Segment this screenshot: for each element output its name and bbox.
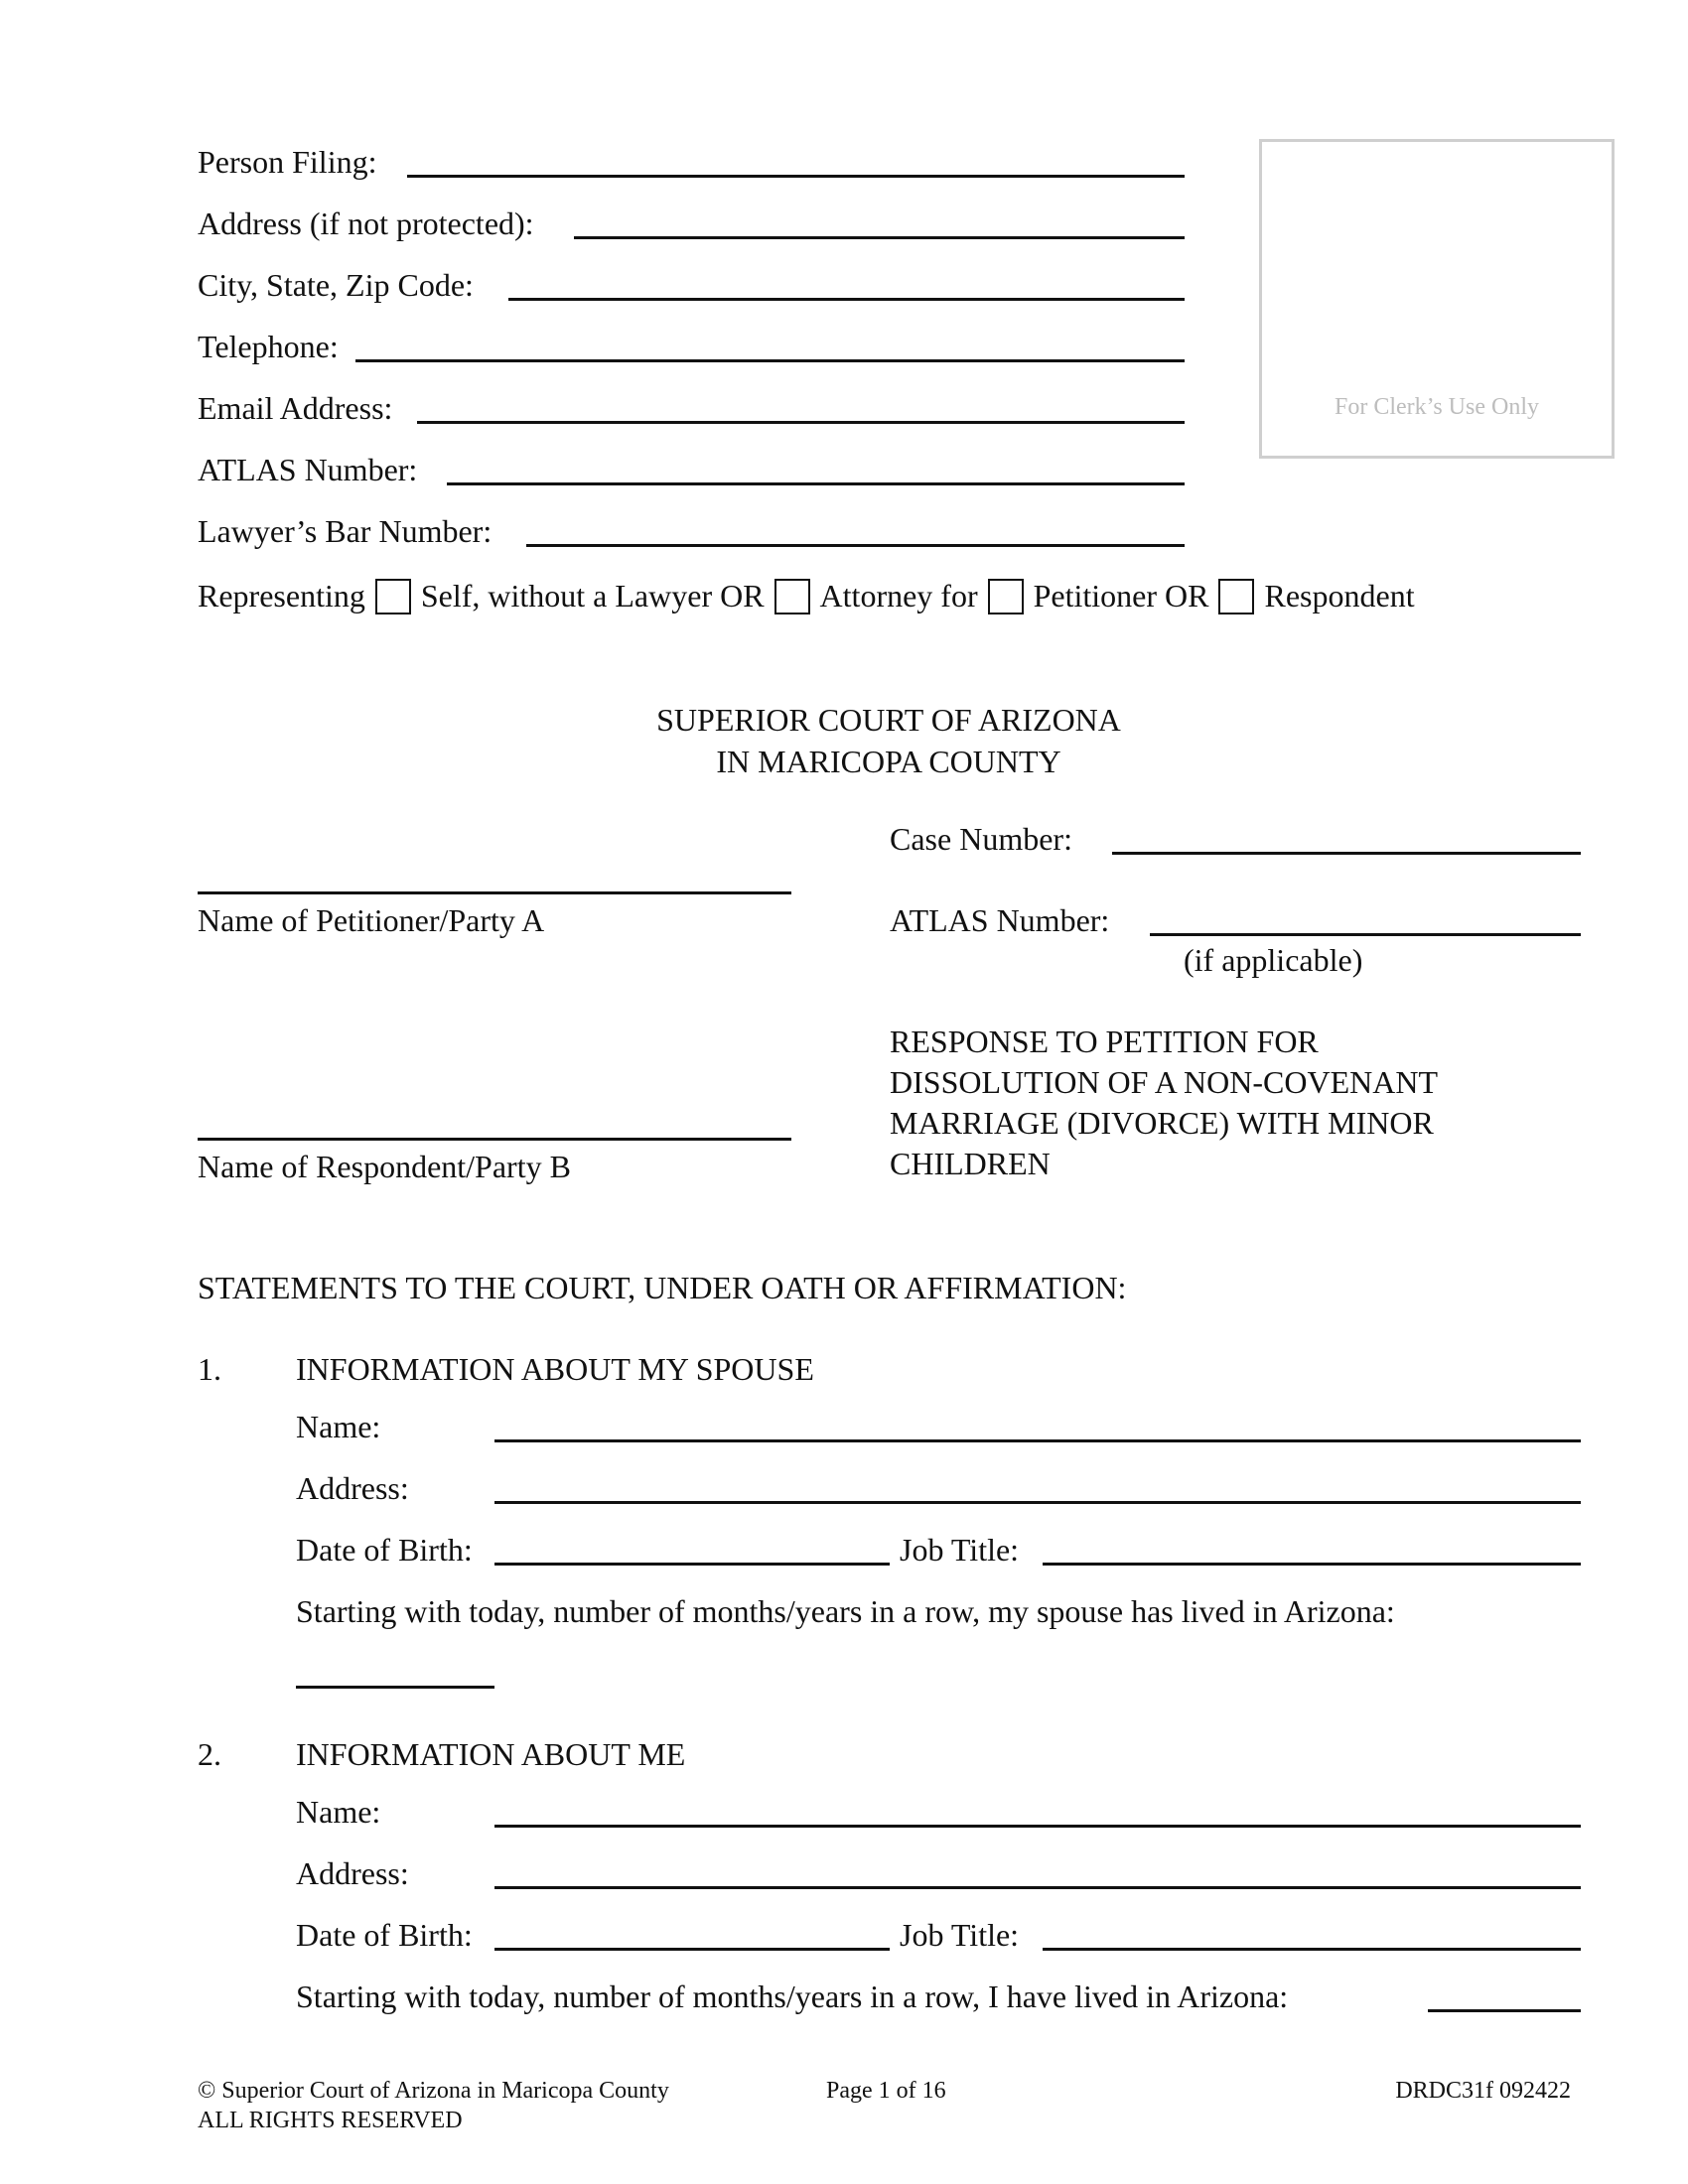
person-filing-field[interactable] xyxy=(407,175,1185,178)
representing-row xyxy=(198,576,1415,615)
email-field[interactable] xyxy=(417,421,1185,424)
my-dob-label: Date of Birth: xyxy=(296,1917,473,1953)
section2-number: 2. xyxy=(198,1736,221,1772)
spouse-job-field[interactable] xyxy=(1043,1563,1581,1566)
spouse-residency-field[interactable] xyxy=(296,1686,494,1689)
address-label: Address (if not protected): xyxy=(198,205,534,241)
petitioner-checkbox[interactable] xyxy=(988,579,1024,614)
spouse-residency-label: Starting with today, number of months/years in a row, my spouse has lived in Arizona: xyxy=(296,1593,1395,1629)
city-state-zip-label: City, State, Zip Code: xyxy=(198,267,474,303)
spouse-job-label: Job Title: xyxy=(900,1532,1020,1568)
petitioner-name-field[interactable] xyxy=(198,891,791,894)
case-number-field[interactable] xyxy=(1112,852,1581,855)
address-field[interactable] xyxy=(574,236,1185,239)
my-name-label: Name: xyxy=(296,1794,381,1830)
email-label: Email Address: xyxy=(198,390,393,426)
spouse-name-field[interactable] xyxy=(494,1439,1581,1442)
respondent-name-field[interactable] xyxy=(198,1138,791,1141)
spouse-dob-label: Date of Birth: xyxy=(296,1532,473,1568)
petitioner-label: Petitioner OR xyxy=(1033,578,1209,614)
footer-rights: ALL RIGHTS RESERVED xyxy=(198,2108,463,2133)
atlas-field[interactable] xyxy=(447,482,1185,485)
respondent-checkbox[interactable] xyxy=(1218,579,1254,614)
my-job-field[interactable] xyxy=(1043,1948,1581,1951)
section1-heading: INFORMATION ABOUT MY SPOUSE xyxy=(296,1351,814,1387)
my-dob-field[interactable] xyxy=(494,1948,890,1951)
case-number-label: Case Number: xyxy=(890,821,1072,857)
document-title-line3: MARRIAGE (DIVORCE) WITH MINOR xyxy=(890,1105,1434,1141)
document-title-line2: DISSOLUTION OF A NON-COVENANT xyxy=(890,1064,1438,1100)
telephone-field[interactable] xyxy=(355,359,1185,362)
bar-number-label: Lawyer’s Bar Number: xyxy=(198,513,492,549)
representing-label: Representing xyxy=(198,578,365,614)
city-state-zip-field[interactable] xyxy=(508,298,1185,301)
respondent-name-label: Name of Respondent/Party B xyxy=(198,1149,571,1184)
spouse-dob-field[interactable] xyxy=(494,1563,890,1566)
court-name-line2: IN MARICOPA COUNTY xyxy=(716,744,1061,779)
if-applicable-note: (if applicable) xyxy=(1184,942,1363,978)
section2-heading: INFORMATION ABOUT ME xyxy=(296,1736,686,1772)
my-residency-label: Starting with today, number of months/years in a row, I have lived in Arizona: xyxy=(296,1979,1289,2014)
footer-copyright: © Superior Court of Arizona in Maricopa County xyxy=(198,2078,669,2104)
self-checkbox[interactable] xyxy=(375,579,411,614)
attorney-label: Attorney for xyxy=(819,578,978,614)
atlas-label: ATLAS Number: xyxy=(198,452,418,487)
document-title-line4: CHILDREN xyxy=(890,1146,1051,1181)
person-filing-label: Person Filing: xyxy=(198,144,377,180)
respondent-label: Respondent xyxy=(1264,578,1415,614)
my-residency-field[interactable] xyxy=(1428,2009,1581,2012)
self-label: Self, without a Lawyer OR xyxy=(420,578,765,614)
my-job-label: Job Title: xyxy=(900,1917,1020,1953)
spouse-address-label: Address: xyxy=(296,1470,409,1506)
attorney-checkbox[interactable] xyxy=(774,579,810,614)
my-name-field[interactable] xyxy=(494,1825,1581,1828)
document-title-line1: RESPONSE TO PETITION FOR xyxy=(890,1024,1319,1059)
spouse-name-label: Name: xyxy=(296,1409,381,1444)
telephone-label: Telephone: xyxy=(198,329,339,364)
my-address-label: Address: xyxy=(296,1855,409,1891)
petitioner-name-label: Name of Petitioner/Party A xyxy=(198,902,545,938)
spouse-address-field[interactable] xyxy=(494,1501,1581,1504)
statements-heading: STATEMENTS TO THE COURT, UNDER OATH OR AFFIRMATION: xyxy=(198,1270,1127,1305)
caption-atlas-field[interactable] xyxy=(1150,933,1581,936)
caption-atlas-label: ATLAS Number: xyxy=(890,902,1110,938)
my-address-field[interactable] xyxy=(494,1886,1581,1889)
footer-form-code: DRDC31f 092422 xyxy=(1395,2078,1571,2104)
court-name-line1: SUPERIOR COURT OF ARIZONA xyxy=(656,702,1121,738)
clerk-use-label: For Clerk’s Use Only xyxy=(1335,394,1539,420)
footer-page-number: Page 1 of 16 xyxy=(826,2078,946,2104)
clerk-use-box xyxy=(1259,139,1615,459)
bar-number-field[interactable] xyxy=(526,544,1185,547)
section1-number: 1. xyxy=(198,1351,221,1387)
